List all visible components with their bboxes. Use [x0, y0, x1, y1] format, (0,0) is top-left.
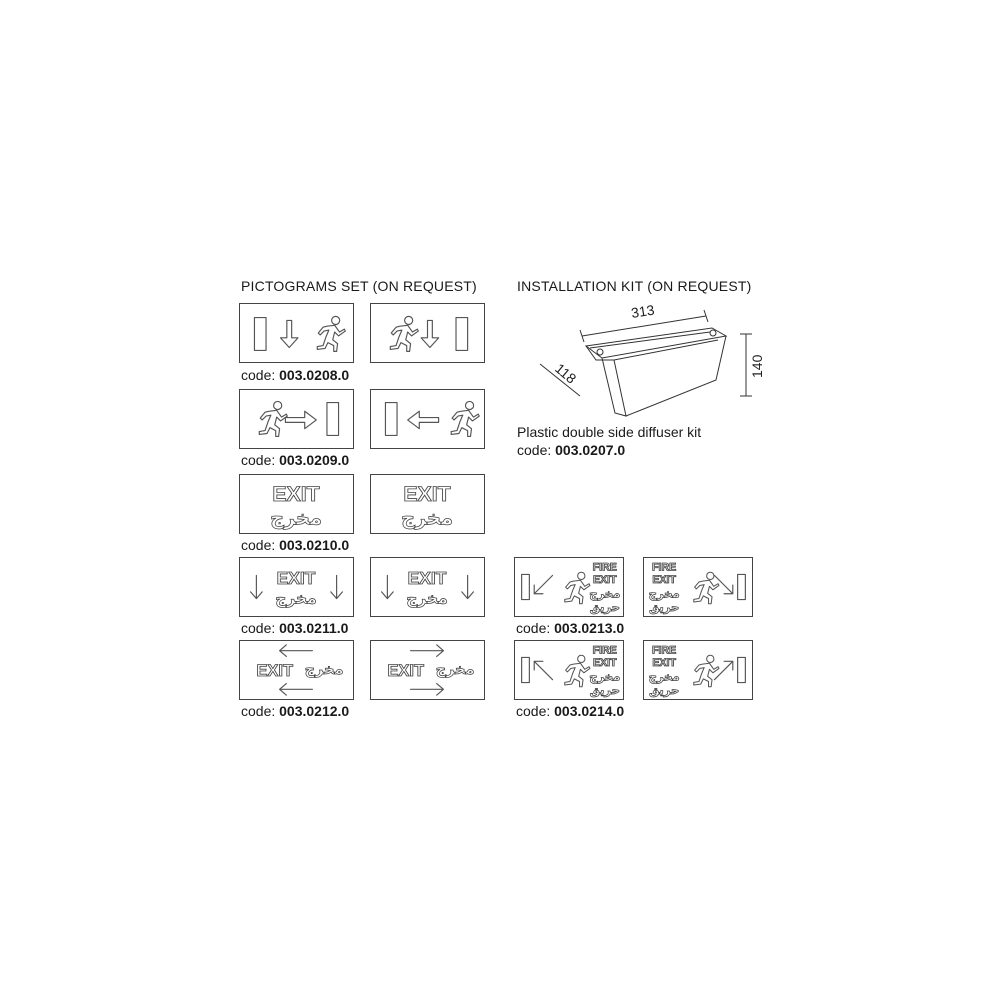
- svg-text:FIRE: FIRE: [652, 561, 677, 574]
- code-label-0208: code: 003.0208.0: [241, 367, 350, 383]
- pictogram-exit-text: [239, 474, 354, 534]
- svg-text:حريق: حريق: [648, 600, 680, 615]
- svg-text:FIRE: FIRE: [592, 644, 617, 657]
- exit-text: EXIT: [256, 661, 294, 680]
- code-label-0214: code: 003.0214.0: [516, 703, 625, 719]
- pictogram-exit-down-arrows-2: [370, 557, 485, 617]
- code-label-0207: code: 003.0207.0: [517, 442, 626, 458]
- pictogram-runner-down-door: [370, 303, 485, 363]
- exit-text: EXIT: [407, 568, 447, 589]
- arabic-exit-text: مخرج: [270, 506, 322, 530]
- code-label-0210: code: 003.0210.0: [241, 537, 350, 553]
- svg-text:EXIT: EXIT: [592, 657, 617, 670]
- pictogram-door-left-runner: [370, 389, 485, 449]
- fire-exit-sign-down-right: [643, 557, 753, 617]
- pictograms-heading: PICTOGRAMS SET (ON REQUEST): [241, 278, 477, 294]
- dimension-height: 140: [749, 354, 765, 378]
- dimension-length: 313: [629, 301, 656, 321]
- arabic-exit-text: مخرج: [435, 661, 475, 678]
- diffuser-kit-drawing: [520, 298, 780, 424]
- fire-exit-sign-up-left: [514, 640, 624, 700]
- pictogram-door-down-runner-left: [239, 303, 354, 363]
- fire-exit-sign-down-left: [514, 557, 624, 617]
- pictogram-exit-text-2: [370, 474, 485, 534]
- fire-exit-sign-up-right: [643, 640, 753, 700]
- exit-text: EXIT: [272, 482, 320, 507]
- code-label-0213: code: 003.0213.0: [516, 620, 625, 636]
- svg-text:مخرج: مخرج: [589, 586, 621, 601]
- svg-text:حريق: حريق: [589, 600, 620, 615]
- exit-text: EXIT: [276, 568, 316, 589]
- svg-text:EXIT: EXIT: [652, 657, 676, 670]
- svg-text:FIRE: FIRE: [652, 644, 677, 657]
- pictogram-exit-down-arrows: [239, 557, 354, 617]
- svg-text:مخرج: مخرج: [648, 669, 680, 684]
- exit-text: EXIT: [387, 661, 425, 680]
- svg-text:EXIT: EXIT: [652, 574, 676, 587]
- pictogram-runner-right-door: [239, 389, 354, 449]
- code-label-0212: code: 003.0212.0: [241, 703, 350, 719]
- pictogram-exit-right-arrows: [370, 640, 485, 700]
- svg-text:حريق: حريق: [589, 683, 620, 698]
- exit-text: EXIT: [403, 482, 451, 507]
- svg-text:مخرج: مخرج: [589, 669, 621, 684]
- arabic-exit-text: مخرج: [406, 589, 448, 608]
- svg-text:EXIT: EXIT: [592, 574, 617, 587]
- code-label-0209: code: 003.0209.0: [241, 452, 350, 468]
- svg-text:حريق: حريق: [648, 683, 680, 698]
- kit-description: Plastic double side diffuser kit: [517, 424, 702, 440]
- arabic-exit-text: مخرج: [401, 506, 453, 530]
- svg-text:مخرج: مخرج: [648, 586, 680, 601]
- code-label-0211: code: 003.0211.0: [241, 620, 349, 636]
- arabic-exit-text: مخرج: [275, 589, 317, 608]
- arabic-exit-text: مخرج: [304, 661, 344, 678]
- dimension-depth: 118: [552, 360, 580, 387]
- installation-kit-heading: INSTALLATION KIT (ON REQUEST): [517, 278, 752, 294]
- pictogram-exit-left-arrows: [239, 640, 354, 700]
- svg-text:FIRE: FIRE: [592, 561, 617, 574]
